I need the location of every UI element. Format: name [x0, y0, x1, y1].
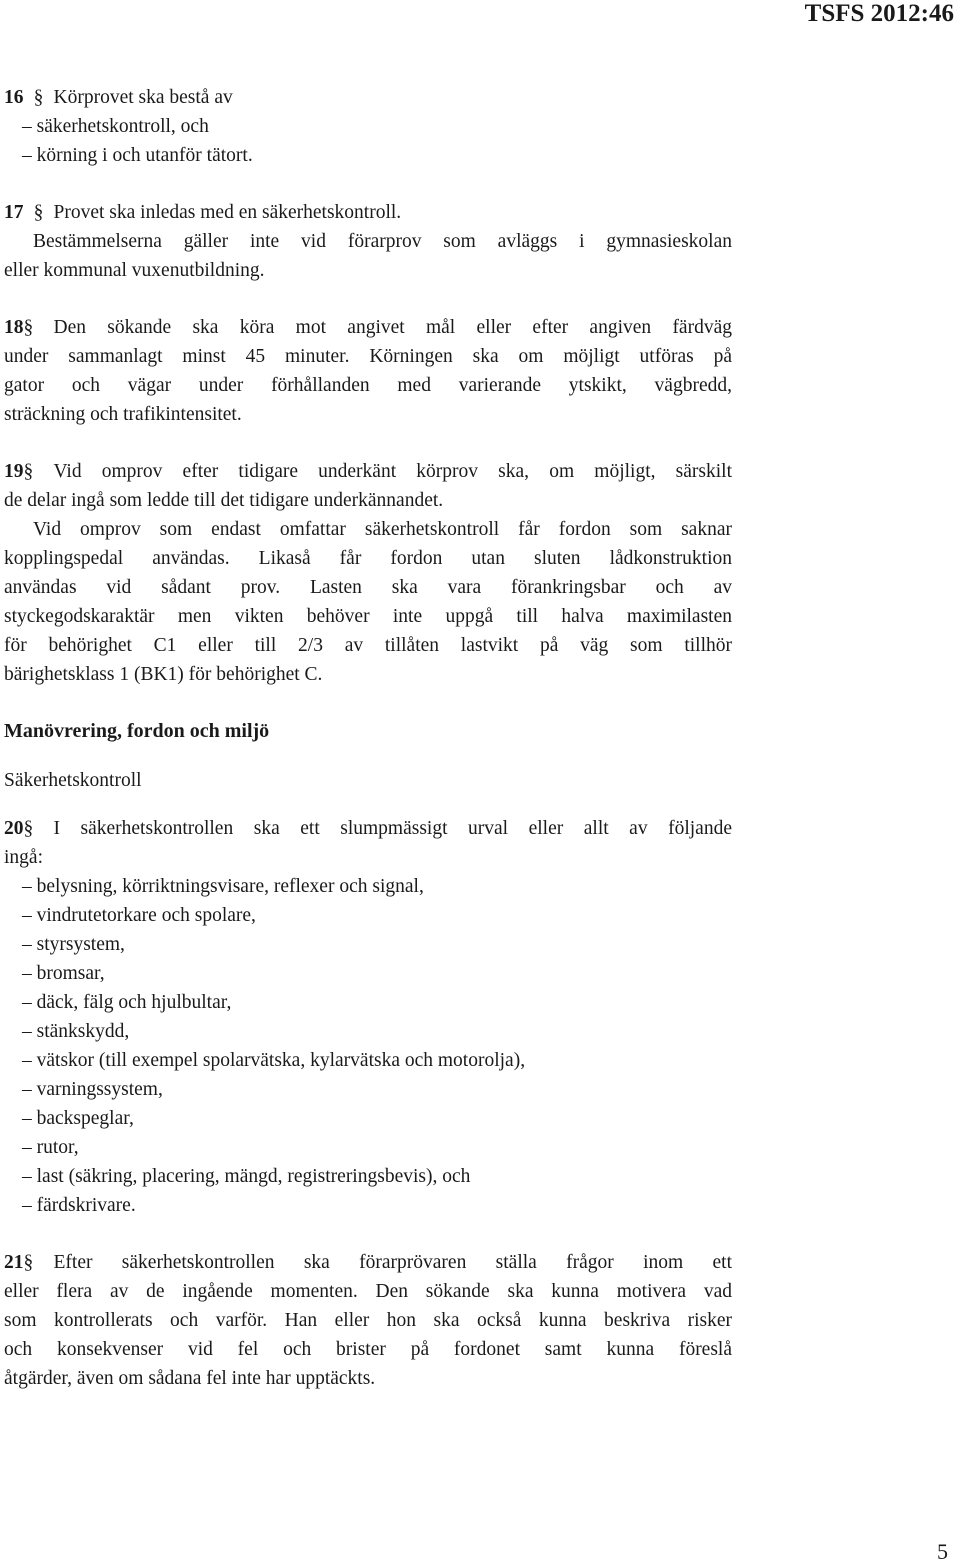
section-sign-icon: § — [33, 202, 44, 223]
paragraph-line: eller kommunal vuxenutbildning. — [4, 260, 265, 281]
list-item: – vindrutetorkare och spolare, — [22, 905, 256, 926]
paragraph-line: och konsekvenser vid fel och brister på fordonet samt kunna föreslå — [4, 1339, 732, 1360]
paragraph-text: Den sökande ska köra mot angivet mål eller efter angiven färdväg — [53, 317, 732, 338]
section-sign-icon: § — [23, 1252, 34, 1273]
paragraph-21 — [4, 1248, 732, 1393]
paragraph-number: 21 — [4, 1252, 24, 1273]
list-item: – körning i och utanför tätort. — [22, 145, 253, 166]
paragraph-line: bärighetsklass 1 (BK1) för behörighet C. — [4, 664, 323, 685]
section-sign-icon: § — [23, 818, 34, 839]
paragraph-16 — [4, 83, 732, 170]
paragraph-line: ingå: — [4, 847, 43, 868]
list-item: – styrsystem, — [22, 934, 125, 955]
paragraph-number: 16 — [4, 87, 24, 108]
paragraph-line: sträckning och trafikintensitet. — [4, 404, 242, 425]
paragraph-19 — [4, 457, 732, 689]
page-number: 5 — [937, 1539, 948, 1564]
list-item: – last (säkring, placering, mängd, registreringsbevis), och — [22, 1166, 471, 1187]
list-item: – backspeglar, — [22, 1108, 134, 1129]
paragraph-line: styckegodskaraktär men vikten behöver inte uppgå till halva maximilasten — [4, 606, 732, 627]
list-item: – stänkskydd, — [22, 1021, 130, 1042]
paragraph-number: 19 — [4, 461, 24, 482]
paragraph-line: de delar ingå som ledde till det tidigare underkännandet. — [4, 490, 444, 511]
section-heading: Manövrering, fordon och miljö — [4, 720, 270, 742]
subheading: Säkerhetskontroll — [4, 770, 142, 791]
paragraph-line: kopplingspedal användas. Likaså får fordon utan sluten lådkonstruktion — [4, 548, 732, 569]
paragraph-number: 17 — [4, 202, 24, 223]
section-sign-icon: § — [23, 461, 34, 482]
paragraph-line: för behörighet C1 eller till 2/3 av tillåten lastvikt på väg som tillhör — [4, 635, 732, 656]
paragraph-number: 20 — [4, 818, 24, 839]
list-item: – färdskrivare. — [22, 1195, 136, 1216]
list-item: – belysning, körriktningsvisare, reflexer och signal, — [22, 876, 424, 897]
paragraph-number: 18 — [4, 317, 24, 338]
list-item: – säkerhetskontroll, och — [22, 116, 209, 137]
list-item: – rutor, — [22, 1137, 79, 1158]
list-item: – vätskor (till exempel spolarvätska, kylarvätska och motorolja), — [22, 1050, 526, 1071]
paragraph-text: I säkerhetskontrollen ska ett slumpmässigt urval eller allt av följande — [53, 818, 732, 839]
paragraph-line: som kontrollerats och varför. Han eller hon ska också kunna beskriva risker — [4, 1310, 732, 1331]
document-body — [4, 83, 732, 1421]
paragraph-text: Provet ska inledas med en säkerhetskontroll. — [53, 202, 402, 223]
list-item: – varningssystem, — [22, 1079, 163, 1100]
paragraph-line: gator och vägar under förhållanden med varierande ytskikt, vägbredd, — [4, 375, 732, 396]
paragraph-text: Vid omprov efter tidigare underkänt körprov ska, om möjligt, särskilt — [53, 461, 732, 482]
paragraph-text: Efter säkerhetskontrollen ska förarprövaren ställa frågor inom ett — [53, 1252, 732, 1273]
paragraph-20 — [4, 814, 732, 1220]
paragraph-17 — [4, 198, 732, 285]
paragraph-18 — [4, 313, 732, 429]
paragraph-line: under sammanlagt minst 45 minuter. Körningen ska om möjligt utföras på — [4, 346, 732, 367]
paragraph-line: Bestämmelserna gäller inte vid förarprov som avläggs i gymnasieskolan — [33, 231, 732, 252]
list-item: – däck, fälg och hjulbultar, — [22, 992, 232, 1013]
paragraph-line: användas vid sådant prov. Lasten ska vara förankringsbar och av — [4, 577, 732, 598]
section-sign-icon: § — [23, 317, 34, 338]
section-sign-icon: § — [33, 87, 44, 108]
list-item: – bromsar, — [22, 963, 105, 984]
paragraph-line: Vid omprov som endast omfattar säkerhetskontroll får fordon som saknar — [33, 519, 732, 540]
paragraph-line: eller flera av de ingående momenten. Den sökande ska kunna motivera vad — [4, 1281, 732, 1302]
document-id: TSFS 2012:46 — [804, 0, 954, 27]
paragraph-line: åtgärder, även om sådana fel inte har upptäckts. — [4, 1368, 376, 1389]
paragraph-text: Körprovet ska bestå av — [53, 87, 233, 108]
